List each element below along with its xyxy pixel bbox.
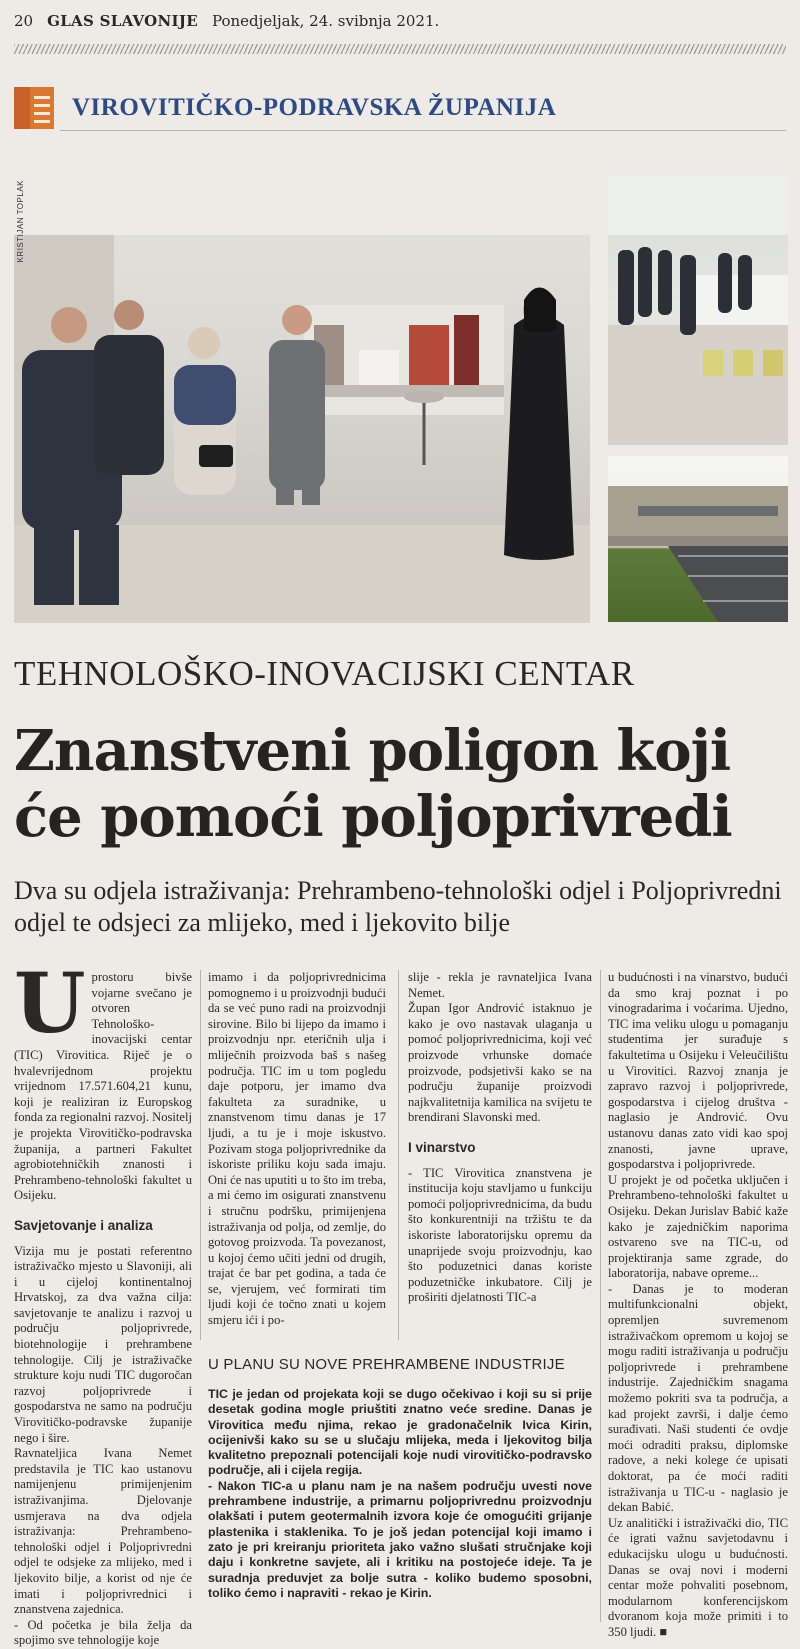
section-title: VIROVITIČKO-PODRAVSKA ŽUPANIJA: [72, 94, 557, 121]
article-headline: Znanstveni poligon koji će pomoći poljoprivredi: [14, 718, 732, 850]
section-banner: [14, 86, 786, 130]
body-paragraph: Vizija mu je postati referentno istraživačko mjesto u Slavoniji, ali i u cijeloj kontinentalnoj Hrvatskoj, za dva važna cilja: savjetovanje te analizu i razvoj u području poljoprivrede, biotehnologije i prehrambene tehnologije. Cilj je istraživačke strukture koju nudi TIC dugoročan razvoj poljoprivrede i gospodarstva ne samo na području Virovitičko-podravske županije nego i šire.: [14, 1243, 192, 1445]
body-paragraph: U projekt je od početka uključen i Prehrambeno-tehnološki fakultet u Osijeku. Dekan Jurislav Babić kaže kako je zajedničkim naporima ostvareno sve na TIC-u, od projektiranja same zgrade, do laboratorija, nabave opreme...: [608, 1172, 788, 1281]
photo-credit: KRISTIJAN TOPLAK: [16, 180, 25, 263]
box-paragraph: TIC je jedan od projekata koji se dugo očekivao i koji su si prije desetak godina mogle priuštiti znatno veće sredine. Danas je Virovitica među njima, rekao je gradonačelnik Ivica Kirin, ocijenivši kako su se u slučaju mlijeka, meda i ljekovitog bilja kvalitetno prepoznali potencijali koje nudi virovitičko-podravsko područje, ali i cijela regija.: [208, 1387, 592, 1478]
body-paragraph: prostoru bivše vojarne svečano je otvoren Tehnološko-inovacijski centar (TIC) Virovitica. Riječ je o hvalevrijednom projektu vrijednom 17.571.604,21 kunu, koji je realiziran iz Europskog fonda za regionalni razvoj. Nositelj je projekta Virovitičko-podravska županija, a partneri Fakultet agrobiotehničkih znanosti i Prehrambeno-tehnološki fakultet u Osijeku.: [14, 970, 192, 1203]
body-paragraph: slije - rekla je ravnateljica Ivana Nemet.: [408, 970, 592, 1000]
header-hatch-divider: [14, 44, 786, 54]
county-stripes-logo-icon: [14, 87, 54, 129]
column-rule: [200, 970, 201, 1340]
section-divider: [60, 130, 786, 131]
issue-date: Ponedjeljak, 24. svibnja 2021.: [211, 12, 440, 30]
lab-visit-photo: [14, 175, 590, 623]
subhead-savjetovanje: Savjetovanje i analiza: [14, 1217, 153, 1233]
sidebar-box: [208, 1356, 592, 1623]
laboratory-photo: [608, 175, 788, 445]
page-header: [14, 12, 786, 36]
body-paragraph: - Od početka je bila želja da spojimo sve tehnologije koje: [14, 1617, 192, 1648]
subhead-vinarstvo: I vinarstvo: [408, 1139, 476, 1155]
body-paragraph: Ravnateljica Ivana Nemet predstavila je TIC kao ustanovu namijenjenu primijenjenim istraživanjima. Djelovanje usmjerava na dva odjela istraživanja: Prehrambeno-tehnološki odjel i Poljoprivredni odjel te odsjeke za mlijeko, med i ljekovito bilje, a korist od nje će imati i poljoprivrednici i znanstvena zajednica.: [14, 1446, 192, 1617]
drop-cap: U: [14, 956, 86, 1052]
publication-name: GLAS SLAVONIJE: [47, 12, 198, 30]
column-rule: [398, 970, 399, 1340]
column-rule: [600, 970, 601, 1622]
article-column-2: [208, 970, 386, 1329]
body-paragraph: Župan Igor Andrović istaknuo je kako je ovo nastavak ulaganja u pomoć poljoprivrednicima, koji već proizvode vrhunske domaće proizvode, podsjetivši kako se na području županije proizvodi najkvalitetnija kamilica na svijetu te brendirani Slavonski med.: [408, 1001, 592, 1125]
body-paragraph: - Danas je to moderan multifunkcionalni objekt, opremljen suvremenom istraživačkom opremom u kojoj se mogu raditi istraživanja u području poljoprivrede i prehrambene industrije. Zajedničkim snagama možemo pokriti sva ta područja, a kad projekt završi, i dalje ćemo surađivati. Naši studenti će ovdje moći odraditi praksu, diplomske radove, a neki kolege će upisati doktorat, pa će moći raditi istraživanja u TIC-u - naglasio je dekan Babić.: [608, 1281, 788, 1515]
lab-visit-illustration: [14, 175, 590, 623]
box-paragraph: - Nakon TIC-a u planu nam je na našem području uvesti nove prehrambene industrije, a primarnu poljoprivrednu proizvodnju olakšati i putem geotermalnih izvora koje će omogućiti grijanje plastenika i staklenika. To je još jedan potencijal koji imamo i zato je pri kreiranju prioriteta jako važno slušati stručnjake koji daju i konkretne savjete, ali i kritiku na postojeće ideje. Ta je suradnja preduvjet za bolje sutra - koliko budemo sposobni, toliko ćemo i napraviti - rekao je Kirin.: [208, 1478, 592, 1600]
body-paragraph: imamo i da poljoprivrednicima pomognemo i u proizvodnji budući da se već puno radi na proizvodnji sirovine. Bilo bi lijepo da imamo i proizvodnju npr. eteričnih ulja i mliječnih proizvoda baš s našeg područja. TIC im u tom pogledu daje potporu, jer imamo dva fakulteta za suradnike, u znanstvenom timu danas je 17 ljudi, a tu je i moje iskustvo. Pozivam stoga poljoprivrednike da iskoriste priliku koju sada imaju. Oni će nas uputiti u to što im treba, a mi ćemo im osigurati znanstvenu i stručnu podršku, primijenjena istraživanja od polja, od zemlje, do gotovog proizvoda. Ta povezanost, u kojoj ćemo učiti jedni od drugih, trajat će bar pet godina, a tada će se, vjerujem, već formirati tim ljudi koji će točno znati u kojem smjeru ići i po-: [208, 970, 386, 1328]
article-kicker: TEHNOLOŠKO-INOVACIJSKI CENTAR: [14, 654, 635, 693]
laboratory-illustration: [608, 175, 788, 445]
article-subheadline: Dva su odjela istraživanja: Prehrambeno-tehnološki odjel i Poljoprivredni odjel te odsjeci za mlijeko, med i ljekovito bilje: [14, 876, 782, 937]
body-paragraph: - TIC Virovitica znanstvena je institucija koju stavljamo u funkciju pomoći poljoprivrednicima, da budu što konkurentniji na tržištu te da iskoriste laboratorijsku opremu da unaprijede svoju proizvodnju, kao što poduzetnici danas koriste poduzetničke inkubatore. Cilj je proširiti djelatnosti TIC-a: [408, 1165, 592, 1305]
body-paragraph: Uz analitički i istraživački dio, TIC će igrati važnu savjetodavnu i edukacijsku ulogu u budućnosti. Danas se ovaj novi i moderni centar može pohvaliti posebnom, modularnom konferencijskom dvoranom koja može primiti i to 350 ljudi. ■: [608, 1515, 788, 1639]
building-illustration: [608, 456, 788, 622]
building-photo: [608, 456, 788, 622]
article-column-4: [608, 970, 788, 1641]
article-column-3: [408, 970, 592, 1306]
article-column-1: [14, 956, 192, 1649]
body-paragraph: u budućnosti i na vinarstvo, budući da smo kraj poznat i po vinogradarima i voćarima. Ujedno, TIC ima veliku ulogu u pomaganju studentima jer surađuje s fakultetima u Osijeku i Veleučilištu u Virovitici. Razvoj znanja je zapravo razvoj i poljoprivrede, gospodarstva i cijelog društva - naglasio je Andrović. Ovu ustanovu danas zato vidi kao spoj znanosti, javne uprave, gospodarstva i poljoprivrede.: [608, 970, 788, 1172]
page-number: 20: [14, 12, 34, 30]
box-title: U PLANU SU NOVE PREHRAMBENE INDUSTRIJE: [208, 1356, 565, 1373]
